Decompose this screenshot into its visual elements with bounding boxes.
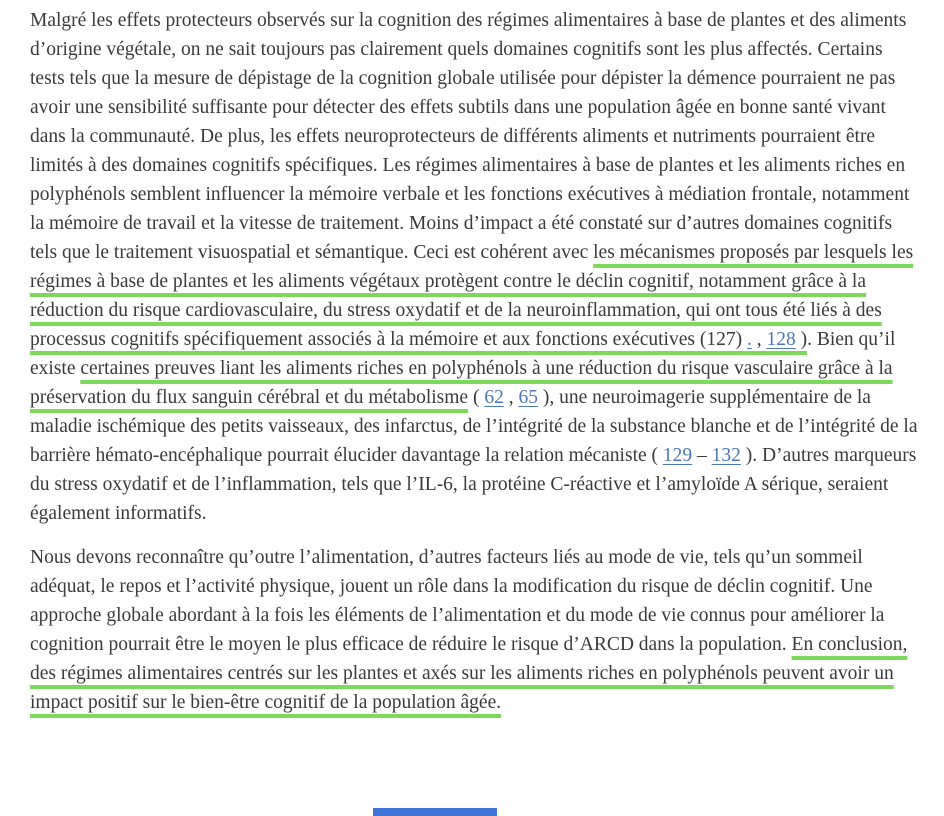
- body-text-segment: (: [468, 387, 485, 408]
- citation-link-129[interactable]: 129: [662, 445, 693, 466]
- green-highlight-conclusion: En conclusion, des régimes alimentaires centrés sur les plantes et axés sur les aliments riches en polyphénols peuvent avoir un impact positif sur le bien-être cognitif de la population âgée.: [30, 634, 908, 713]
- citation-link-65[interactable]: 65: [518, 387, 538, 408]
- citation-link-132[interactable]: 132: [711, 445, 741, 466]
- body-text-segment: ). D’autres marqueurs du stress oxydatif et de l’inflammation, tels que l’IL-6, la protéine C-réactive et l’amyloïde A sérique, seraient également informatifs.: [30, 445, 917, 524]
- body-text-segment: ), une neuroimagerie supplémentaire de la maladie ischémique des petits vaisseaux, des infarctus, de l’intégrité de la substance blanche et de l’intégrité de la barrière hémato-encéphalique pourrait élucider davantage la relation mécaniste (: [30, 387, 918, 466]
- green-highlight-wrapper: [766, 329, 795, 350]
- green-highlight-separator: ,: [751, 329, 767, 350]
- citation-link-62[interactable]: 62: [484, 387, 504, 408]
- body-text-segment: Malgré les effets protecteurs observés sur la cognition des régimes alimentaires à base de plantes et des aliments d’origine végétale, on ne sait toujours pas clairement quels domaines cognitifs sont les plus affectés. Certains tests tels que la mesure de dépistage de la cognition globale utilisée pour dépister la démence pourraient ne pas avoir une sensibilité suffisante pour détecter des effets subtils dans une population âgée en bonne santé vivant dans la communauté. De plus, les effets neuroprotecteurs de différents aliments et nutriments pourraient être limités à des domaines cognitifs spécifiques. Les régimes alimentaires à base de plantes et les aliments riches en polyphénols semblent influencer la mémoire verbale et les fonctions exécutives à médiation frontale, notamment la mémoire de travail et la vitesse de traitement. Moins d’impact a été constaté sur d’autres domaines cognitifs tels que le traitement visuospatial et sémantique. Ceci est cohérent avec: [30, 10, 910, 263]
- paragraph-1: [30, 6, 918, 528]
- body-text-segment: –: [692, 445, 712, 466]
- citation-link-128[interactable]: 128: [766, 329, 796, 350]
- body-text-segment: . Bien qu’il existe: [30, 329, 896, 379]
- citation-link-dot[interactable]: .: [746, 329, 752, 350]
- body-text-segment: ,: [503, 387, 519, 408]
- paragraph-2: [30, 543, 918, 717]
- bottom-blue-scrollbar-thumb[interactable]: [373, 808, 497, 816]
- green-highlight-segment: les mécanismes proposés par lesquels les régimes à base de plantes et les aliments végétaux protègent contre le déclin cognitif, notamment grâce à la réduction du risque cardiovasculaire, du stress oxydatif et de la neuroinflammation, qui ont tous été liés à des processus cognitifs spécifiquement associés à la mémoire et aux fonctions exécutives (127): [30, 242, 914, 350]
- body-text-segment: Nous devons reconnaître qu’outre l’alimentation, d’autres facteurs liés au mode de vie, tels qu’un sommeil adéquat, le repos et l’activité physique, jouent un rôle dans la modification du risque de déclin cognitif. Une approche globale abordant à la fois les éléments de l’alimentation et du mode de vie connus pour améliorer la cognition pourrait être le moyen le plus efficace de réduire le risque d’ARCD dans la population.: [30, 547, 885, 655]
- green-highlight-close-paren: ): [795, 329, 808, 350]
- green-highlight-segment: certaines preuves liant les aliments riches en polyphénols à une réduction du risque vasculaire grâce à la préservation du flux sanguin cérébral et du métabolisme: [30, 358, 893, 408]
